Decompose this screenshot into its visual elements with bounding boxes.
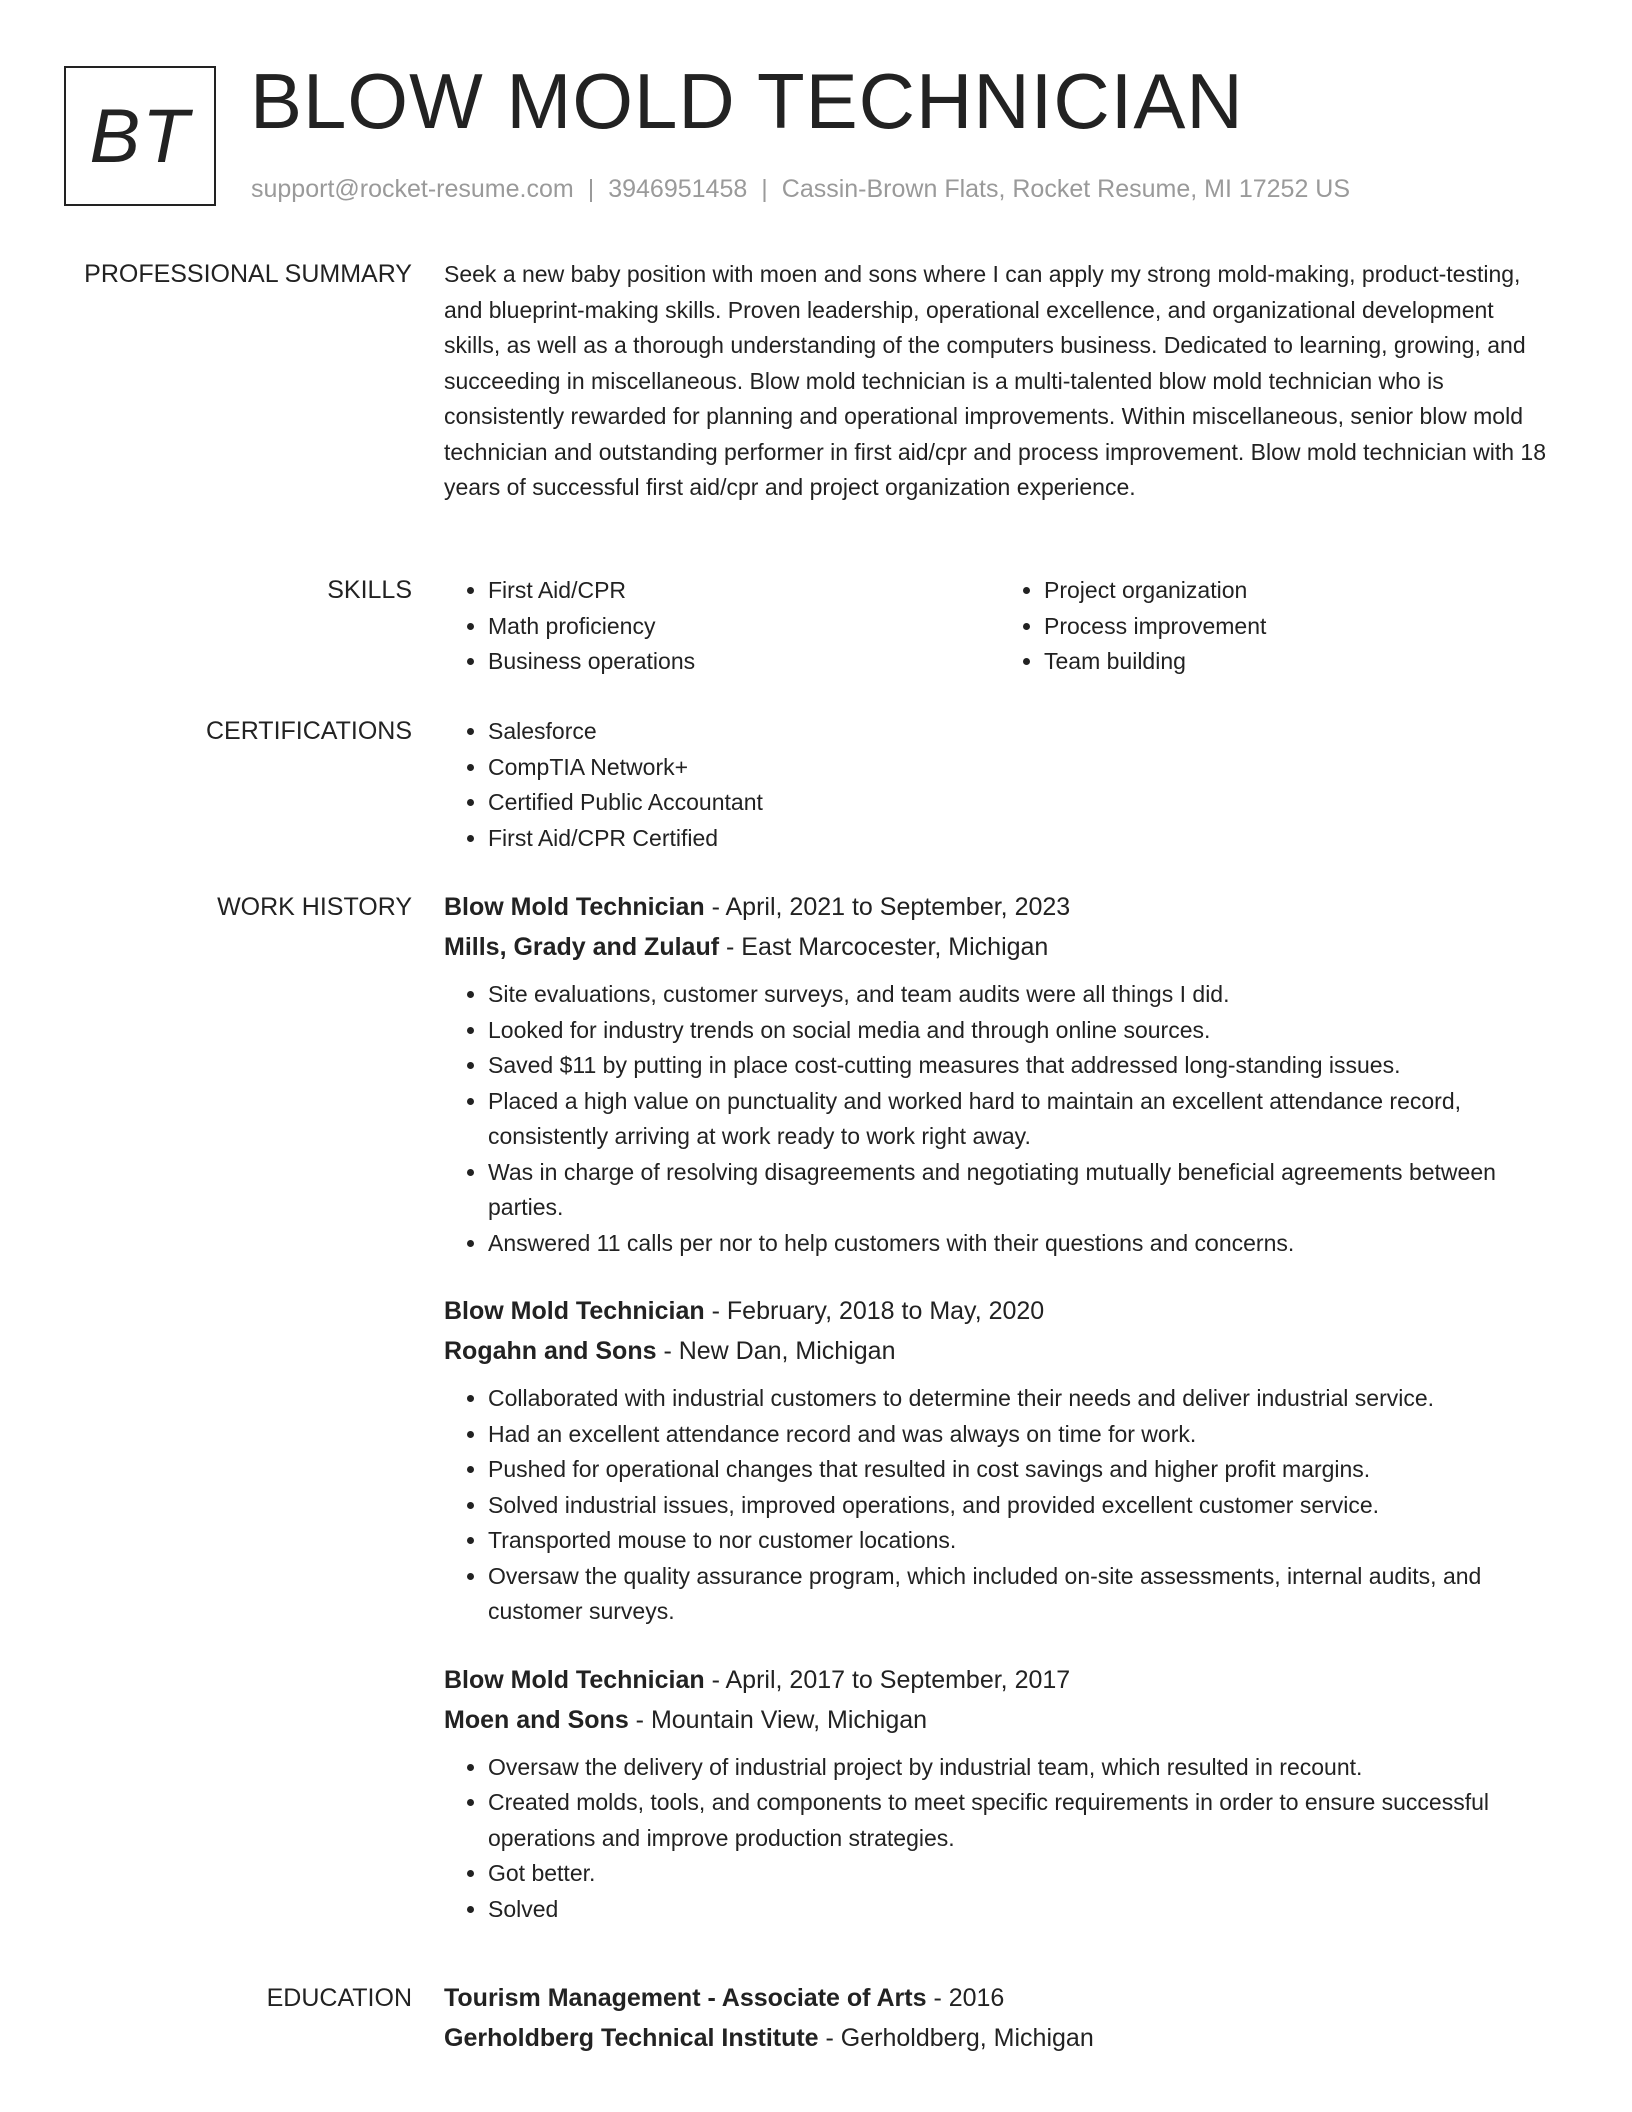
job-title-line xyxy=(444,1660,1556,1700)
job-entry xyxy=(444,887,1556,1261)
certification-item: • CompTIA Network+ xyxy=(488,750,1556,786)
certifications-list xyxy=(444,714,1556,856)
degree-year: - 2016 xyxy=(926,1984,1005,2012)
job-bullet: • Pushed for operational changes that resulted in cost savings and higher profit margins. xyxy=(488,1452,1556,1488)
job-company-line xyxy=(444,1700,1556,1740)
job-dates: - February, 2018 to May, 2020 xyxy=(704,1297,1045,1325)
skill-item: • Business operations xyxy=(488,644,1000,680)
job-company: Rogahn and Sons xyxy=(444,1337,657,1365)
job-title-line xyxy=(444,887,1556,927)
job-location: - East Marcocester, Michigan xyxy=(719,933,1049,961)
school: Gerholdberg Technical Institute xyxy=(444,2024,819,2052)
skill-item: • First Aid/CPR xyxy=(488,573,1000,609)
job-bullet: • Collaborated with industrial customers to determine their needs and deliver industrial service. xyxy=(488,1381,1556,1417)
job-title: Blow Mold Technician xyxy=(444,893,705,921)
job-company: Moen and Sons xyxy=(444,1705,629,1734)
job-location: - New Dan, Michigan xyxy=(656,1337,896,1365)
job-entry xyxy=(444,1660,1556,1928)
summary-text: Seek a new baby position with moen and sons where I can apply my strong mold-making, product-testing, and blueprint-making skills. Proven leadership, operational excellence, and organizational development skills, as well as a thorough understanding of the computers business. Dedicated to learning, growing, and succeeding in miscellaneous. Blow mold technician is a multi-talented blow mold technician who is consistently rewarded for planning and operational improvements. Within miscellaneous, senior blow mold technician and outstanding performer in first aid/cpr and process improvement. Blow mold technician with 18 years of successful first aid/cpr and project organization experience. xyxy=(444,261,1547,500)
contact-address: Cassin-Brown Flats, Rocket Resume, MI 17252 US xyxy=(781,175,1351,203)
section-label-certifications: CERTIFICATIONS xyxy=(205,717,412,745)
job-bullets xyxy=(444,1750,1556,1928)
section-label-skills: SKILLS xyxy=(327,576,412,604)
monogram-logo: BT xyxy=(64,66,216,206)
skills-section xyxy=(444,573,1556,680)
job-bullet: • Transported mouse to nor customer locations. xyxy=(488,1523,1556,1559)
job-title: Blow Mold Technician xyxy=(444,1297,705,1325)
job-bullet: • Looked for industry trends on social media and through online sources. xyxy=(488,1013,1556,1049)
job-entry xyxy=(444,1291,1556,1630)
school-location: - Gerholdberg, Michigan xyxy=(818,2024,1094,2052)
contact-separator: | xyxy=(761,175,768,203)
job-bullet: • Got better. xyxy=(488,1856,1556,1892)
job-dates: - April, 2017 to September, 2017 xyxy=(704,1665,1071,1694)
job-bullet: • Had an excellent attendance record and was always on time for work. xyxy=(488,1417,1556,1453)
job-title: Blow Mold Technician xyxy=(444,1665,705,1694)
section-label-education: EDUCATION xyxy=(266,1984,412,2012)
school-line xyxy=(444,2018,1556,2058)
job-bullet: • Saved $11 by putting in place cost-cutting measures that addressed long-standing issues. xyxy=(488,1048,1556,1084)
job-bullet: • Site evaluations, customer surveys, and team audits were all things I did. xyxy=(488,977,1556,1013)
skill-item: • Team building xyxy=(1044,644,1556,680)
job-bullet: • Created molds, tools, and components to meet specific requirements in order to ensure successful operations and improve production strategies. xyxy=(488,1785,1556,1856)
job-bullet: • Answered 11 calls per nor to help customers with their questions and concerns. xyxy=(488,1226,1556,1262)
contact-email[interactable]: support@rocket-resume.com xyxy=(251,175,574,203)
certification-item: • First Aid/CPR Certified xyxy=(488,821,1556,857)
page-title: BLOW MOLD TECHNICIAN xyxy=(250,57,1244,145)
job-title-line xyxy=(444,1291,1556,1331)
contact-phone[interactable]: 3946951458 xyxy=(608,175,748,203)
job-company: Mills, Grady and Zulauf xyxy=(444,933,720,961)
degree: Tourism Management - Associate of Arts xyxy=(444,1984,927,2012)
job-bullets xyxy=(444,1381,1556,1630)
job-bullets xyxy=(444,977,1556,1261)
certification-item: • Certified Public Accountant xyxy=(488,785,1556,821)
job-dates: - April, 2021 to September, 2023 xyxy=(704,893,1071,921)
education-section xyxy=(444,1978,1556,2068)
job-bullet: • Oversaw the delivery of industrial project by industrial team, which resulted in recount. xyxy=(488,1750,1556,1786)
job-bullet: • Oversaw the quality assurance program, which included on-site assessments, internal audits, and customer surveys. xyxy=(488,1559,1556,1630)
section-label-summary: PROFESSIONAL SUMMARY xyxy=(84,260,412,288)
skill-item: • Math proficiency xyxy=(488,609,1000,645)
work-history-section xyxy=(444,887,1556,1957)
contact-line xyxy=(251,174,1350,204)
skills-list-left xyxy=(444,573,1000,680)
section-label-work-history: WORK HISTORY xyxy=(217,893,412,921)
job-location: - Mountain View, Michigan xyxy=(628,1705,928,1734)
job-bullet: • Placed a high value on punctuality and worked hard to maintain an excellent attendance record, consistently arriving at work ready to work right away. xyxy=(488,1084,1556,1155)
summary-section xyxy=(444,257,1556,506)
skill-item: • Project organization xyxy=(1044,573,1556,609)
job-bullet: • Solved xyxy=(488,1892,1556,1928)
job-bullet: • Was in charge of resolving disagreements and negotiating mutually beneficial agreements between parties. xyxy=(488,1155,1556,1226)
job-bullet: • Solved industrial issues, improved operations, and provided excellent customer service. xyxy=(488,1488,1556,1524)
degree-line xyxy=(444,1978,1556,2018)
certification-item: • Salesforce xyxy=(488,714,1556,750)
job-company-line xyxy=(444,1331,1556,1371)
contact-separator: | xyxy=(587,175,595,203)
job-company-line xyxy=(444,927,1556,967)
skills-list-right xyxy=(1000,573,1556,680)
certifications-section xyxy=(444,714,1556,856)
skill-item: • Process improvement xyxy=(1044,609,1556,645)
